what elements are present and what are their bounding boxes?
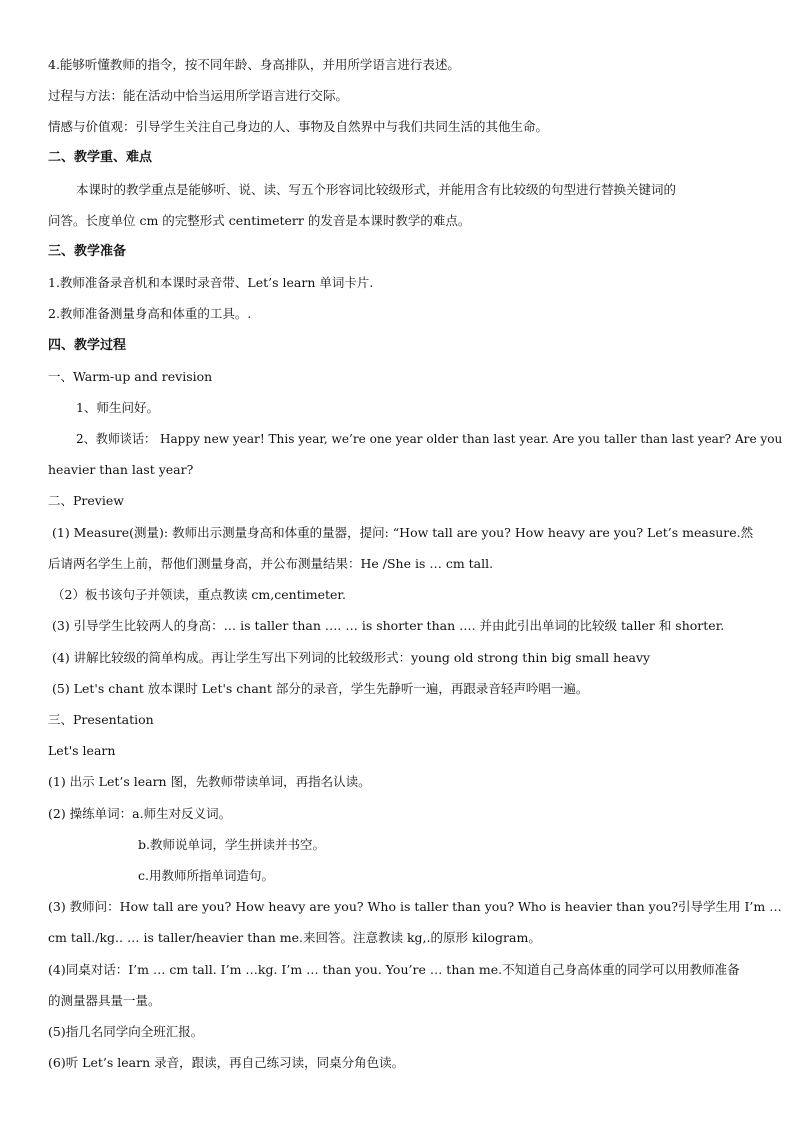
learn-step-4-cont: 的测量器具量一量。 xyxy=(48,993,161,1008)
warmup-step-2-cont: heavier than last year? xyxy=(48,462,194,477)
warmup-step-1: 1、师生问好。 xyxy=(76,400,159,415)
learn-step-5: (5)指几名同学向全班汇报。 xyxy=(48,1024,204,1039)
presentation-heading: 三、Presentation xyxy=(48,712,154,727)
learn-step-2: (2) 操练单词：a.师生对反义词。 xyxy=(48,806,232,821)
learn-step-2c: c.用教师所指单词造句。 xyxy=(138,868,274,883)
objective-4: 4.能够听懂教师的指令，按不同年龄、身高排队，并用所学语言进行表述。 xyxy=(48,57,460,72)
heading-preparation: 三、教学准备 xyxy=(48,244,127,259)
learn-step-1: (1) 出示 Let’s learn 图，先教师带读单词，再指名认读。 xyxy=(48,774,371,789)
heading-key-points: 二、教学重、难点 xyxy=(48,150,153,165)
preview-step-3: (3) 引导学生比较两人的身高：… is taller than …. … is shorter than …. 并由此引出单词的比较级 taller 和 shorter. xyxy=(52,618,725,633)
heading-process: 四、教学过程 xyxy=(48,338,127,353)
preview-step-5: (5) Let's chant 放本课时 Let's chant 部分的录音，学生先静听一遍，再跟录音轻声吟唱一遍。 xyxy=(52,681,589,696)
emotion-values: 情感与价值观：引导学生关注自己身边的人、事物及自然界中与我们共同生活的其他生命。 xyxy=(48,119,549,134)
preparation-1: 1.教师准备录音机和本课时录音带、Let’s learn 单词卡片. xyxy=(48,275,374,290)
preview-step-2: （2）板书该句子并领读，重点教读 cm,centimeter. xyxy=(52,587,346,602)
lets-learn-heading: Let's learn xyxy=(48,743,116,758)
preview-step-1-cont: 后请两名学生上前，帮他们测量身高，并公布测量结果：He /She is … cm tall. xyxy=(48,556,494,571)
learn-step-2b: b.教师说单词，学生拼读并书空。 xyxy=(138,837,325,852)
learn-step-3-cont: cm tall./kg.. … is taller/heavier than me.来回答。注意教读 kg,.的原形 kilogram。 xyxy=(48,930,541,945)
warmup-step-2: 2、教师谈话： Happy new year! This year, we’re one year older than last year. Are you taller than last year? Are you xyxy=(76,431,783,446)
preview-step-4: (4) 讲解比较级的简单构成。再让学生写出下列词的比较级形式：young old strong thin big small heavy xyxy=(52,650,651,665)
key-points-text-2: 问答。长度单位 cm 的完整形式 centimeterr 的发音是本课时教学的难点。 xyxy=(48,213,471,228)
process-method: 过程与方法：能在活动中恰当运用所学语言进行交际。 xyxy=(48,88,349,103)
preparation-2: 2.教师准备测量身高和体重的工具。. xyxy=(48,306,252,321)
key-points-text-1: 本课时的教学重点是能够听、说、读、写五个形容词比较级形式，并能用含有比较级的句型进行替换关键词的 xyxy=(76,182,677,197)
warmup-heading: 一、Warm-up and revision xyxy=(48,369,213,384)
learn-step-3: (3) 教师问：How tall are you? How heavy are you? Who is taller than you? Who is heavier than you?引导学生用 I’m … xyxy=(48,899,782,914)
learn-step-4: (4)同桌对话：I’m … cm tall. I’m …kg. I’m … than you. You’re … than me.不知道自己身高体重的同学可以用教师准备 xyxy=(48,962,740,977)
preview-step-1: (1) Measure(测量): 教师出示测量身高和体重的量器，提问: “How tall are you? How heavy are you? Let’s measure.然 xyxy=(52,525,754,540)
learn-step-6: (6)听 Let’s learn 录音，跟读，再自己练习读，同桌分角色读。 xyxy=(48,1055,405,1070)
preview-heading: 二、Preview xyxy=(48,493,124,508)
